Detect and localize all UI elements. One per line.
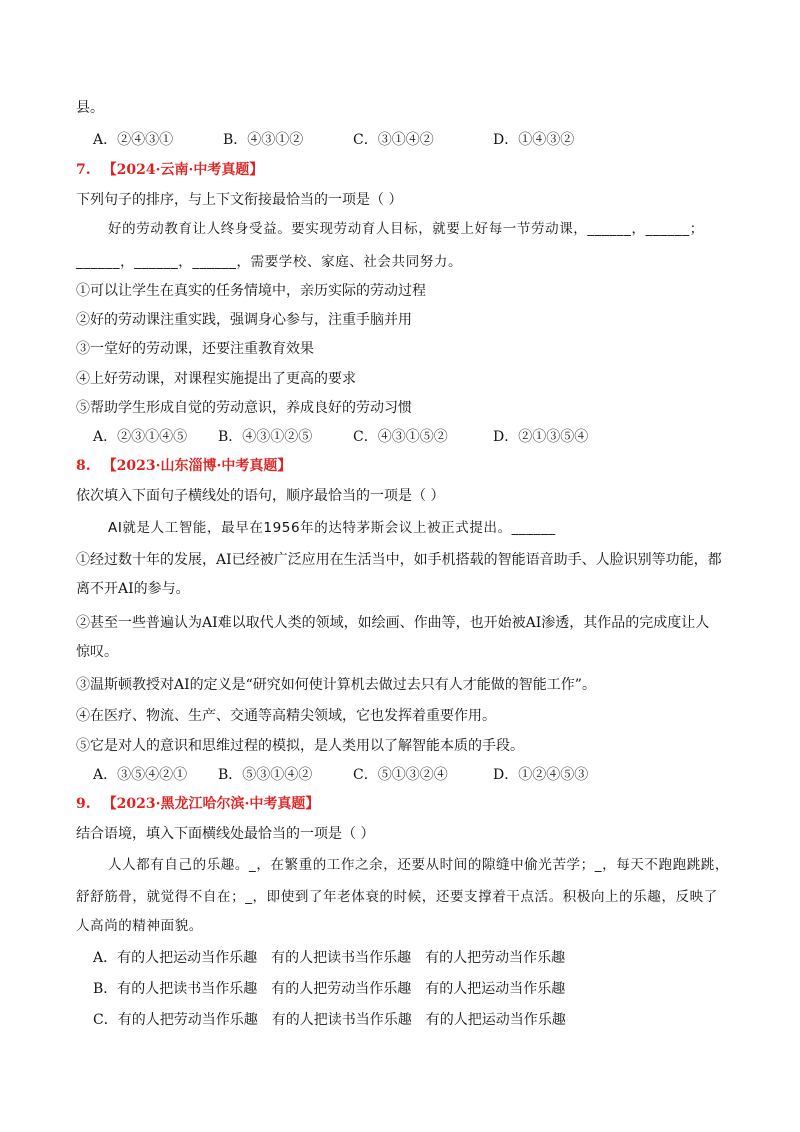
q8-sentence-2a: ②甚至一些普遍认为AI难以取代人类的领域，如绘画、作曲等，也开始被AI渗透，其作品的完成度让人 [76,615,710,631]
q8-sentence-2b: 惊叹。 [76,644,118,660]
q8-sentence-1a: ①经过数十年的发展，AI已经被广泛应用在生活当中，如手机搭载的智能语音助手、人脸识别等功能，都 [76,552,722,568]
q9-heading [76,794,730,814]
q6-option-c[interactable]: C．③①④② [353,132,434,148]
q9-stem: 结合语境，填入下面横线处最恰当的一项是（ ） [76,826,375,842]
q9-option-b-part-1: 有的人把读书当作乐趣 [117,981,258,997]
q7-sentence-2: ②好的劳动课注重实践，强调身心参与，注重手脑并用 [76,312,412,328]
q9-option-c-letter: C． [93,1012,118,1028]
q8-option-b[interactable]: B．⑤③①④② [218,767,313,783]
q9-option-c[interactable] [93,1010,730,1030]
q7-sentence-3: ③一堂好的劳动课，还要注重教育效果 [76,341,314,357]
q9-passage-line-3: 人高尚的精神面貌。 [76,918,203,934]
q9-option-a-part-2: 有的人把读书当作乐趣 [271,950,412,966]
q9-passage-line-1: 人人都有自己的乐趣。_，在繁重的工作之余，还要从时间的隙缝中偷光苦学；_，每天不跑跑跳跳， [108,857,729,873]
q7-sentence-5: ⑤帮助学生形成自觉的劳动意识，养成良好的劳动习惯 [76,400,412,416]
q7-sentence-1: ①可以让学生在真实的任务情境中，亲历实际的劳动过程 [76,283,426,299]
q9-source: 【2023·黑龙江哈尔滨·中考真题】 [102,796,320,812]
q9-passage-line-2: 舒舒筋骨，就觉得不自在；_，即使到了年老体衰的时候，还要支撑着干点活。积极向上的乐趣，反映了 [76,889,718,905]
q8-sentence-5: ⑤它是对人的意识和思维过程的模拟，是人类用以了解智能本质的手段。 [76,738,524,754]
q8-option-c[interactable]: C．⑤①③②④ [353,767,448,783]
q8-number: 8. [76,458,91,474]
q9-option-b-part-3: 有的人把运动当作乐趣 [425,981,566,997]
q8-sentence-1b: 离不开AI的参与。 [76,581,190,597]
q6-option-d[interactable]: D．①④③② [493,132,575,148]
q7-option-b[interactable]: B．④③①②⑤ [218,429,313,445]
q7-heading [76,160,730,180]
intro-tail: 县。 [76,100,104,116]
q9-option-b-part-2: 有的人把劳动当作乐趣 [271,981,412,997]
q9-option-a[interactable] [93,948,730,968]
q9-option-b-letter: B． [93,981,118,997]
q9-option-a-part-3: 有的人把劳动当作乐趣 [425,950,566,966]
q7-sentence-4: ④上好劳动课，对课程实施提出了更高的要求 [76,371,356,387]
q9-option-a-part-1: 有的人把运动当作乐趣 [117,950,258,966]
q8-option-a[interactable]: A．③⑤④②① [93,767,188,783]
q7-source: 【2024·云南·中考真题】 [102,162,264,178]
q7-option-a[interactable]: A．②③①④⑤ [93,429,188,445]
q7-passage-line-2: ______，______，______，需要学校、家庭、社会共同努力。 [76,254,463,270]
q9-option-c-part-3: 有的人把运动当作乐趣 [425,1012,566,1028]
q6-option-b[interactable]: B．④③①② [223,132,304,148]
q7-option-d[interactable]: D．②①③⑤④ [493,429,589,445]
q9-option-c-part-2: 有的人把读书当作乐趣 [271,1012,412,1028]
q9-option-c-part-1: 有的人把劳动当作乐趣 [117,1012,258,1028]
q7-option-c[interactable]: C．④③①⑤② [353,429,448,445]
q6-option-a[interactable]: A．②④③① [93,132,174,148]
q9-number: 9. [76,796,91,812]
q9-option-b[interactable] [93,979,730,999]
q8-source: 【2023·山东淄博·中考真题】 [102,458,292,474]
q8-option-d[interactable]: D．①②④⑤③ [493,767,589,783]
q8-passage: AI就是人工智能，最早在1956年的达特茅斯会议上被正式提出。______ [108,520,556,536]
q9-option-a-letter: A． [93,950,118,966]
q8-heading [76,456,730,476]
q8-sentence-4: ④在医疗、物流、生产、交通等高精尖领域，它也发挥着重要作用。 [76,708,496,724]
q7-stem: 下列句子的排序，与上下文衔接最恰当的一项是（ ） [76,192,403,208]
q7-number: 7. [76,162,91,178]
q8-stem: 依次填入下面句子横线处的语句，顺序最恰当的一项是（ ） [76,488,445,504]
q8-sentence-3: ③温斯顿教授对AI的定义是“研究如何使计算机去做过去只有人才能做的智能工作”。 [76,677,596,693]
q7-passage-line-1: 好的劳动教育让人终身受益。要实现劳动育人目标，就要上好每一节劳动课，______，______； [108,221,704,237]
